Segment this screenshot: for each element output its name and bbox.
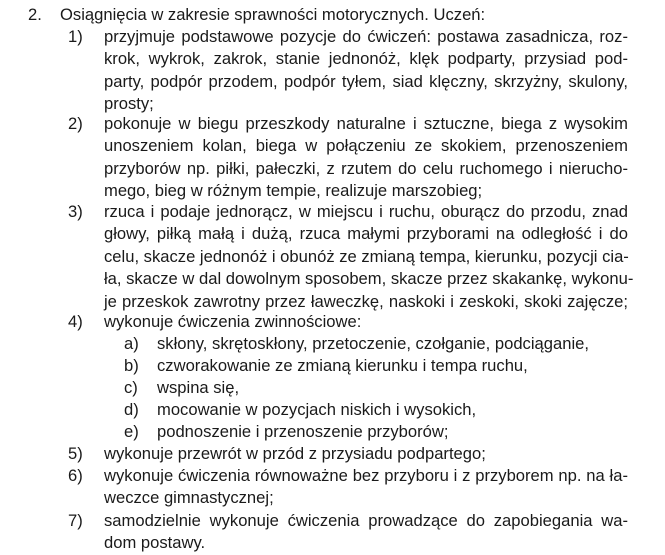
- sub-item-text: skłony, skrętoskłony, przetoczenie, czołganie, podciąganie,: [157, 334, 589, 353]
- text-line: samodzielnie wykonuje ćwiczenia prowadzące do zapobiegania wa-: [104, 511, 628, 530]
- sub-item-letter: d): [124, 400, 139, 419]
- list-item-number: 7): [68, 511, 83, 530]
- text-line: mego, bieg w różnym tempie, realizuje marszobieg;: [104, 181, 483, 201]
- list-item-text: [104, 465, 628, 510]
- text-line: weczce gimnastycznej;: [104, 488, 274, 508]
- list-item-text: [104, 443, 628, 465]
- sub-item-b: [124, 355, 624, 377]
- sub-item-letter: c): [124, 378, 138, 397]
- text-line: party, podpór przodem, podpór tyłem, siad klęczny, skrzyżny, skulony,: [104, 71, 628, 91]
- sub-item-letter: b): [124, 356, 139, 375]
- list-item-number: 6): [68, 466, 83, 485]
- text-line: unoszeniem kolan, biega w połączeniu ze skokiem, przenoszeniem: [104, 136, 628, 156]
- list-item-text: [104, 201, 634, 313]
- section-number: 2.: [28, 5, 42, 24]
- list-item-number: 3): [68, 202, 83, 221]
- text-line: głowy, piłką małą i dużą, rzuca małymi przyborami na odległość i do: [104, 224, 628, 244]
- sub-item-c: [124, 377, 624, 399]
- sub-item-text: mocowanie w pozycjach niskich i wysokich,: [157, 400, 477, 419]
- text-line: wykonuje przewrót w przód z przysiadu podpartego;: [104, 444, 486, 463]
- text-line: pokonuje w biegu przeszkody naturalne i sztuczne, biega z wysokim: [104, 114, 628, 133]
- sub-item-letter: a): [124, 334, 139, 353]
- text-line: prosty;: [104, 94, 154, 114]
- text-line: ła, skacze w dal dowolnym sposobem, skacze przez skakankę, wykonu-: [104, 269, 634, 289]
- list-item-text: [104, 26, 628, 116]
- text-line: celu, skacze jednonóż i obunóż ze zmianą tempa, kierunku, pozycji cia-: [104, 246, 629, 266]
- section-title: Osiągnięcia w zakresie sprawności motorycznych. Uczeń:: [60, 5, 486, 24]
- text-line: przyjmuje podstawowe pozycje do ćwiczeń: postawa zasadnicza, roz-: [104, 27, 628, 46]
- text-line: je przeskok zawrotny przez ławeczkę, naskoki i zeskoki, skoki zajęcze;: [104, 291, 628, 311]
- text-line: wykonuje ćwiczenia zwinnościowe:: [104, 312, 362, 331]
- text-line: rzuca i podaje jednorącz, w miejscu i ruchu, oburącz do przodu, znad: [104, 202, 628, 221]
- text-line: wykonuje ćwiczenia równoważne bez przyboru i z przyborem np. na ła-: [104, 466, 628, 485]
- list-item-number: 1): [68, 27, 83, 46]
- sub-item-letter: e): [124, 422, 139, 441]
- sub-item-e: [124, 421, 624, 443]
- sub-item-a: [124, 333, 624, 355]
- sub-item-text: podnoszenie i przenoszenie przyborów;: [157, 422, 449, 441]
- list-item-text: [104, 113, 628, 203]
- text-line: przyborów np. piłki, pałeczki, z rzutem do celu ruchomego i nierucho-: [104, 158, 628, 178]
- sub-item-d: [124, 399, 624, 421]
- list-item-number: 2): [68, 114, 83, 133]
- sub-item-text: wspina się,: [157, 378, 240, 397]
- list-item-number: 5): [68, 444, 83, 463]
- list-item-text: [104, 311, 628, 333]
- sub-item-text: czworakowanie ze zmianą kierunku i tempa ruchu,: [157, 356, 528, 375]
- text-line: krok, wykrok, zakrok, stanie jednonóż, klęk podparty, przysiad pod-: [104, 49, 628, 69]
- text-line: dom postawy.: [104, 533, 206, 553]
- list-item-number: 4): [68, 312, 83, 331]
- list-item-text: [104, 510, 628, 555]
